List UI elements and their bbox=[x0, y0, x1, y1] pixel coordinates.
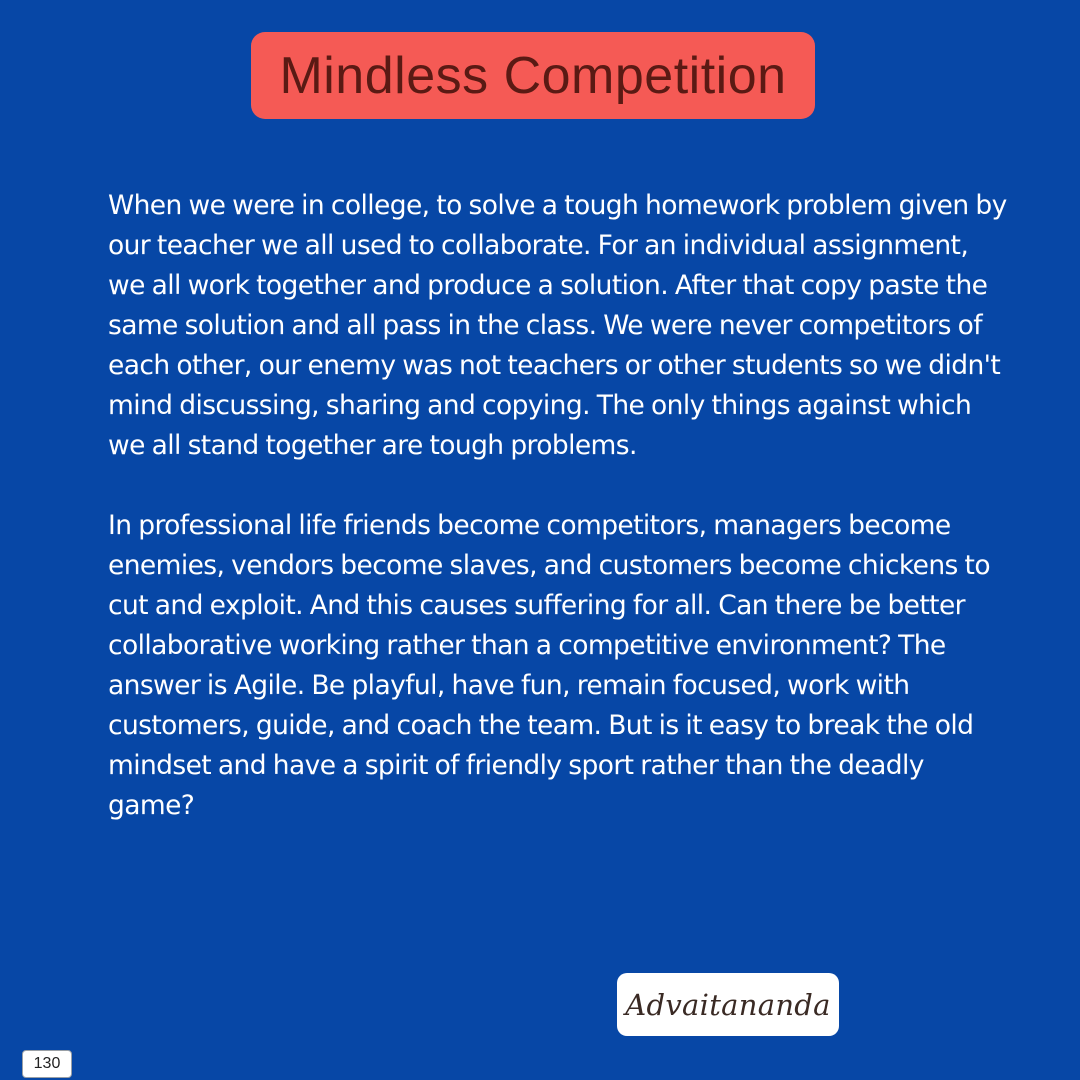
paragraph-professional: In professional life friends become competitors, managers become enemies, vendors become slaves, and customers become chickens to cut and exploit. And this causes suffering for all. Can there be better collaborative working rather than a competitive environment? The answer is Agile. Be playful, have fun, remain focused, work with customers, guide, and coach the team. But is it easy to break the old mindset and have a spirit of friendly sport rather than the deadly game? bbox=[108, 510, 990, 821]
page-number: 130 bbox=[22, 1050, 72, 1078]
body-content bbox=[108, 186, 1008, 826]
paragraph-college: When we were in college, to solve a tough homework problem given by our teacher we all used to collaborate. For an individual assignment, we all work together and produce a solution. After that copy paste the same solution and all pass in the class. We were never competitors of each other, our enemy was not teachers or other students so we didn't mind discussing, sharing and copying. The only things against which we all stand together are tough problems. bbox=[108, 190, 1007, 461]
page-title: Mindless Competition bbox=[279, 46, 787, 105]
signature-badge bbox=[617, 973, 839, 1036]
title-banner bbox=[251, 32, 815, 119]
signature: Advaitananda bbox=[625, 987, 831, 1022]
